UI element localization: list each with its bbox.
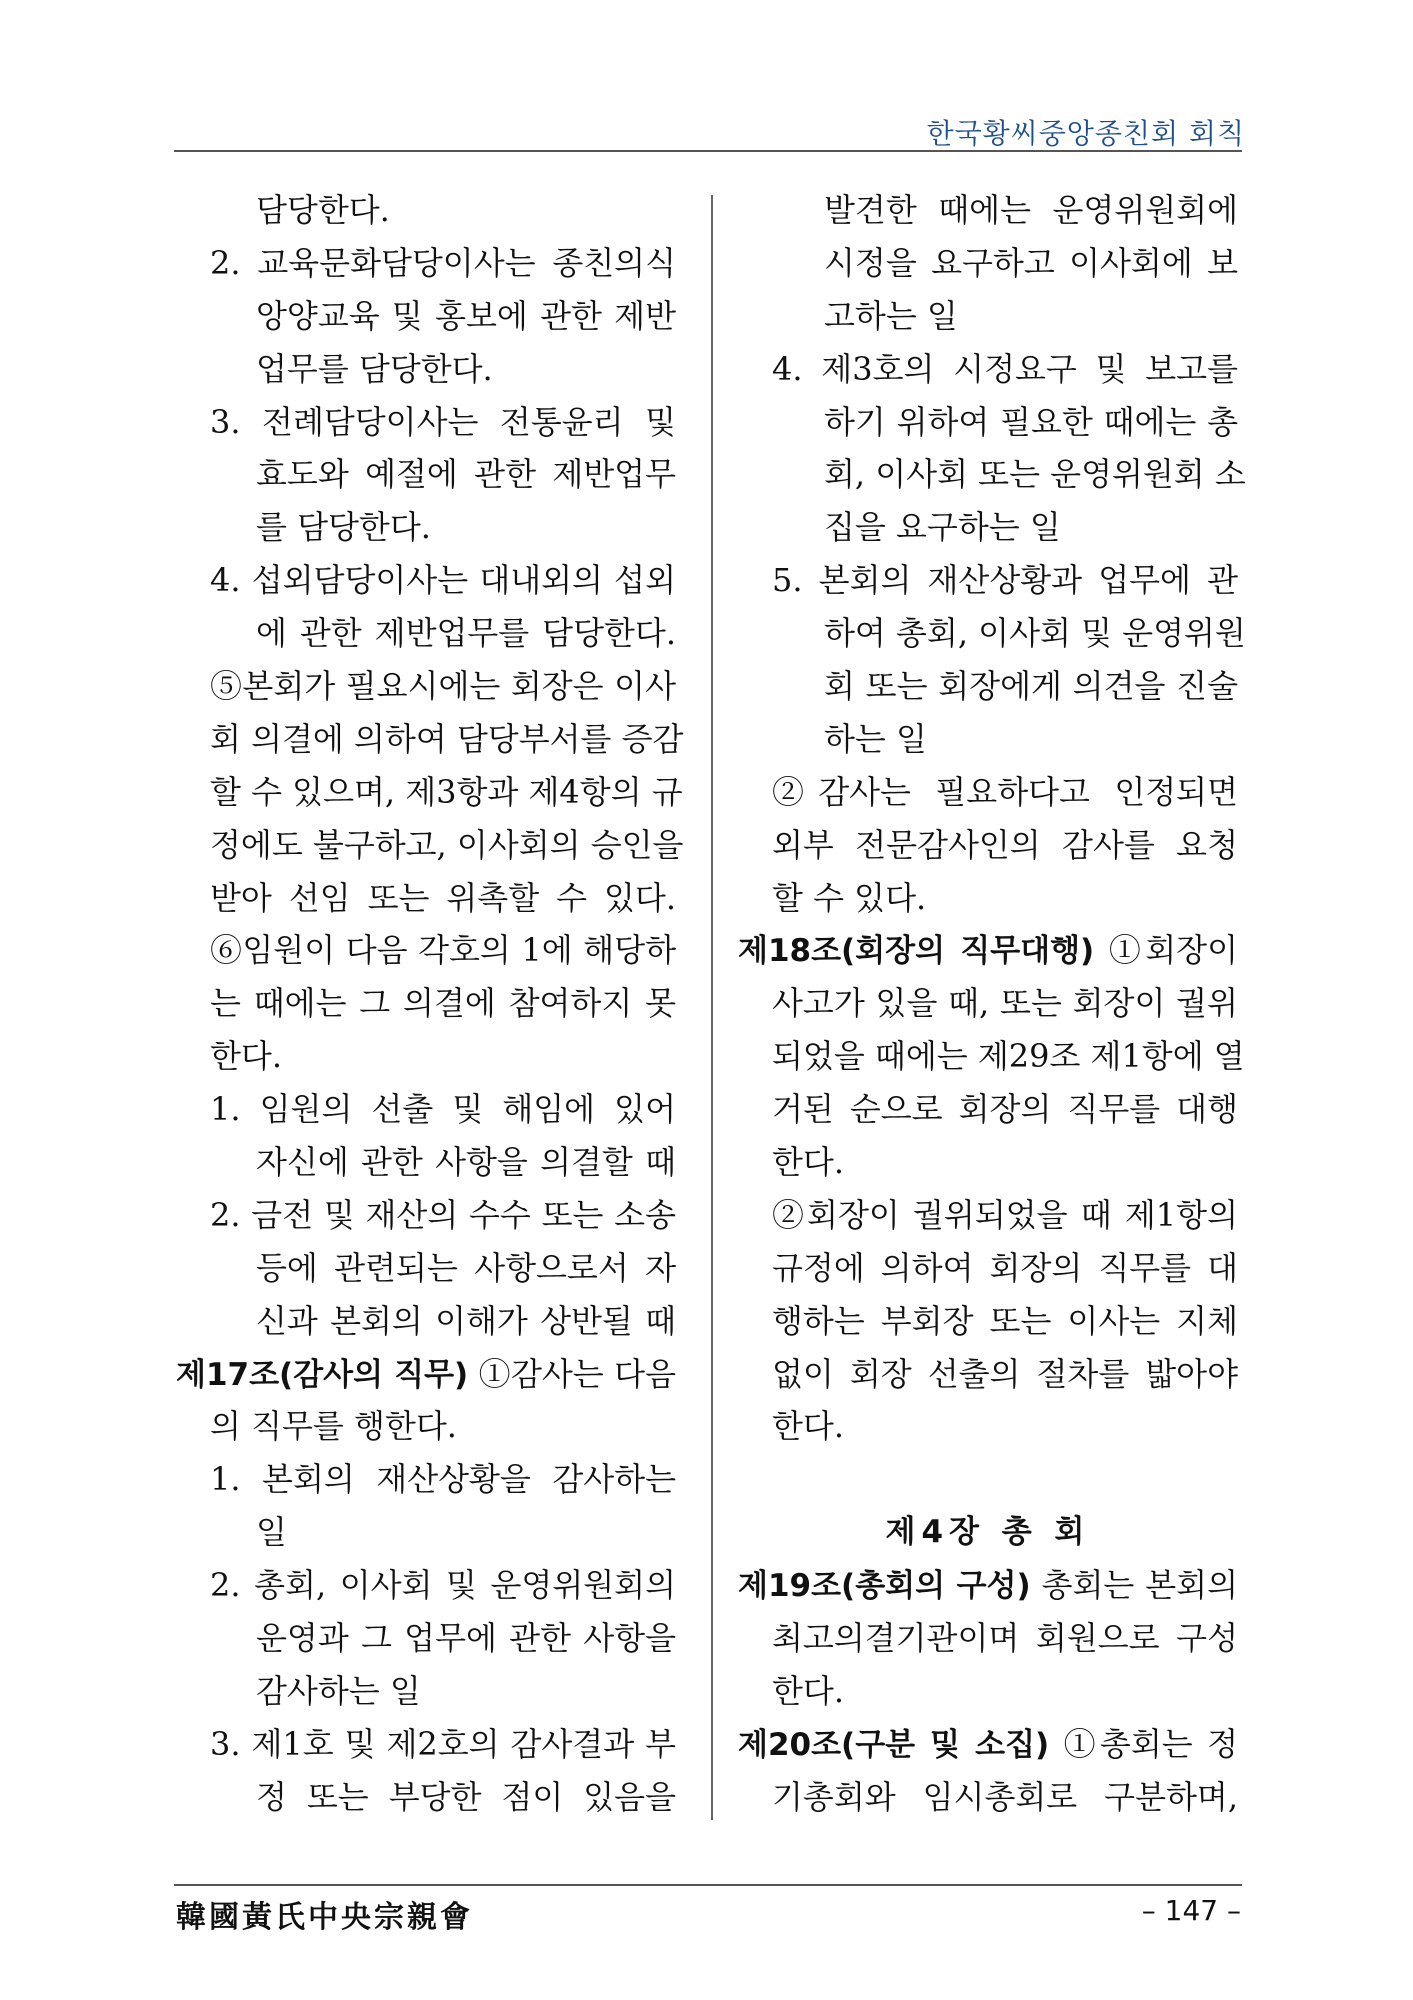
text-line: 외부 전문감사인의 감사를 요청	[772, 825, 1238, 864]
text-line: 집을 요구하는 일	[824, 508, 1061, 547]
text-line: 기총회와 임시총회로 구분하며,	[772, 1777, 1238, 1816]
text-line: 2. 교육문화담당이사는 종친의식	[210, 243, 676, 282]
text-line: ②회장이 궐위되었을 때 제1항의	[772, 1195, 1238, 1234]
left-column	[176, 184, 684, 1824]
text-line: 행하는 부회장 또는 이사는 지체	[772, 1301, 1238, 1340]
article-text: ①회장이	[1094, 931, 1238, 970]
text-line: 에 관한 제반업무를 담당한다.	[256, 614, 676, 653]
text-line: 하기 위하여 필요한 때에는 총	[824, 402, 1238, 441]
text-line: 되었을 때에는 제29조 제1항에 열	[772, 1037, 1245, 1076]
text-line	[738, 1453, 1238, 1506]
header-title: 한국황씨중앙종친회 회칙	[926, 117, 1245, 150]
text-line: 할 수 있으며, 제3항과 제4항의 규	[210, 772, 683, 811]
text-line: 없이 회장 선출의 절차를 밟아야	[772, 1354, 1238, 1393]
column-divider	[711, 195, 713, 1820]
text-line: 고하는 일	[824, 296, 958, 335]
page-number: – 147 –	[1141, 1894, 1241, 1927]
text-line: 하여 총회, 이사회 및 운영위원	[824, 614, 1246, 653]
text-line: 1. 임원의 선출 및 해임에 있어	[210, 1090, 676, 1129]
article-heading: 제20조(구분 및 소집)	[738, 1726, 1050, 1763]
article-text: 총회는 본회의	[1030, 1566, 1238, 1605]
text-line: 일	[256, 1513, 287, 1552]
article-text: ①감사는 다음	[468, 1354, 677, 1393]
text-line: 신과 본회의 이해가 상반될 때	[256, 1301, 676, 1340]
text-line: 감사하는 일	[256, 1671, 421, 1710]
text-line: ②감사는 필요하다고 인정되면	[772, 772, 1238, 811]
text-line: 회 또는 회장에게 의견을 진술	[824, 667, 1238, 706]
article-heading: 제17조(감사의 직무)	[176, 1356, 469, 1393]
chapter-heading: 제4장 총 회	[885, 1514, 1091, 1551]
text-line: 5. 본회의 재산상황과 업무에 관	[772, 561, 1238, 600]
article-line	[738, 1718, 1238, 1771]
header-rule	[174, 150, 1242, 152]
text-line: 회 의결에 의하여 담당부서를 증감	[210, 719, 684, 758]
text-line: 시정을 요구하고 이사회에 보	[824, 243, 1238, 282]
text-line: 2. 금전 및 재산의 수수 또는 소송	[210, 1195, 676, 1234]
text-line: 등에 관련되는 사항으로서 자	[256, 1248, 676, 1287]
text-line: 정에도 불구하고, 이사회의 승인을	[210, 825, 684, 864]
text-line: 정 또는 부당한 점이 있음을	[256, 1777, 676, 1816]
text-line: 1. 본회의 재산상황을 감사하는	[210, 1460, 676, 1499]
text-line: 할 수 있다.	[772, 878, 927, 917]
text-line: 운영과 그 업무에 관한 사항을	[256, 1619, 676, 1658]
article-line	[738, 924, 1238, 977]
text-line: 앙양교육 및 홍보에 관한 제반	[256, 296, 676, 335]
text-line: 한다.	[210, 1037, 282, 1076]
article-text: ①총회는 정	[1049, 1724, 1238, 1763]
article-line	[738, 1559, 1238, 1612]
text-line: 담당한다.	[256, 191, 390, 229]
text-line: 를 담당한다.	[256, 508, 431, 547]
text-line: 한다.	[772, 1143, 844, 1182]
text-line: 의 직무를 행한다.	[210, 1407, 457, 1446]
article-heading: 제18조(회장의 직무대행)	[738, 933, 1095, 970]
text-line: 효도와 예절에 관한 제반업무	[256, 455, 676, 494]
text-line: 3. 제1호 및 제2호의 감사결과 부	[210, 1724, 676, 1763]
text-line: 2. 총회, 이사회 및 운영위원회의	[210, 1566, 676, 1605]
footer-logo: 韓國黃氏中央宗親會	[176, 1900, 473, 1935]
text-line: 회, 이사회 또는 운영위원회 소	[824, 455, 1246, 494]
text-line: 최고의결기관이며 회원으로 구성	[772, 1619, 1238, 1658]
text-line: 는 때에는 그 의결에 참여하지 못	[210, 984, 676, 1023]
right-column	[738, 184, 1246, 1824]
text-line: ⑤본회가 필요시에는 회장은 이사	[210, 667, 676, 706]
text-line: 3. 전례담당이사는 전통윤리 및	[210, 402, 676, 441]
text-line: 업무를 담당한다.	[256, 349, 493, 388]
text-line: 4. 제3호의 시정요구 및 보고를	[772, 349, 1238, 388]
text-line: 발견한 때에는 운영위원회에	[824, 191, 1238, 229]
footer-rule	[174, 1884, 1242, 1886]
text-line: ⑥임원이 다음 각호의 1에 해당하	[210, 931, 676, 970]
article-heading: 제19조(총회의 구성)	[738, 1568, 1031, 1605]
text-line: 한다.	[772, 1407, 844, 1446]
text-line: 4. 섭외담당이사는 대내외의 섭외	[210, 561, 676, 600]
text-line: 한다.	[772, 1671, 844, 1710]
text-line: 사고가 있을 때, 또는 회장이 궐위	[772, 984, 1238, 1023]
text-line: 받아 선임 또는 위촉할 수 있다.	[210, 878, 676, 917]
text-line: 자신에 관한 사항을 의결할 때	[256, 1143, 676, 1182]
text-line: 규정에 의하여 회장의 직무를 대	[772, 1248, 1238, 1287]
article-line	[176, 1348, 676, 1401]
text-line: 하는 일	[824, 719, 927, 758]
text-line: 거된 순으로 회장의 직무를 대행	[772, 1090, 1238, 1129]
